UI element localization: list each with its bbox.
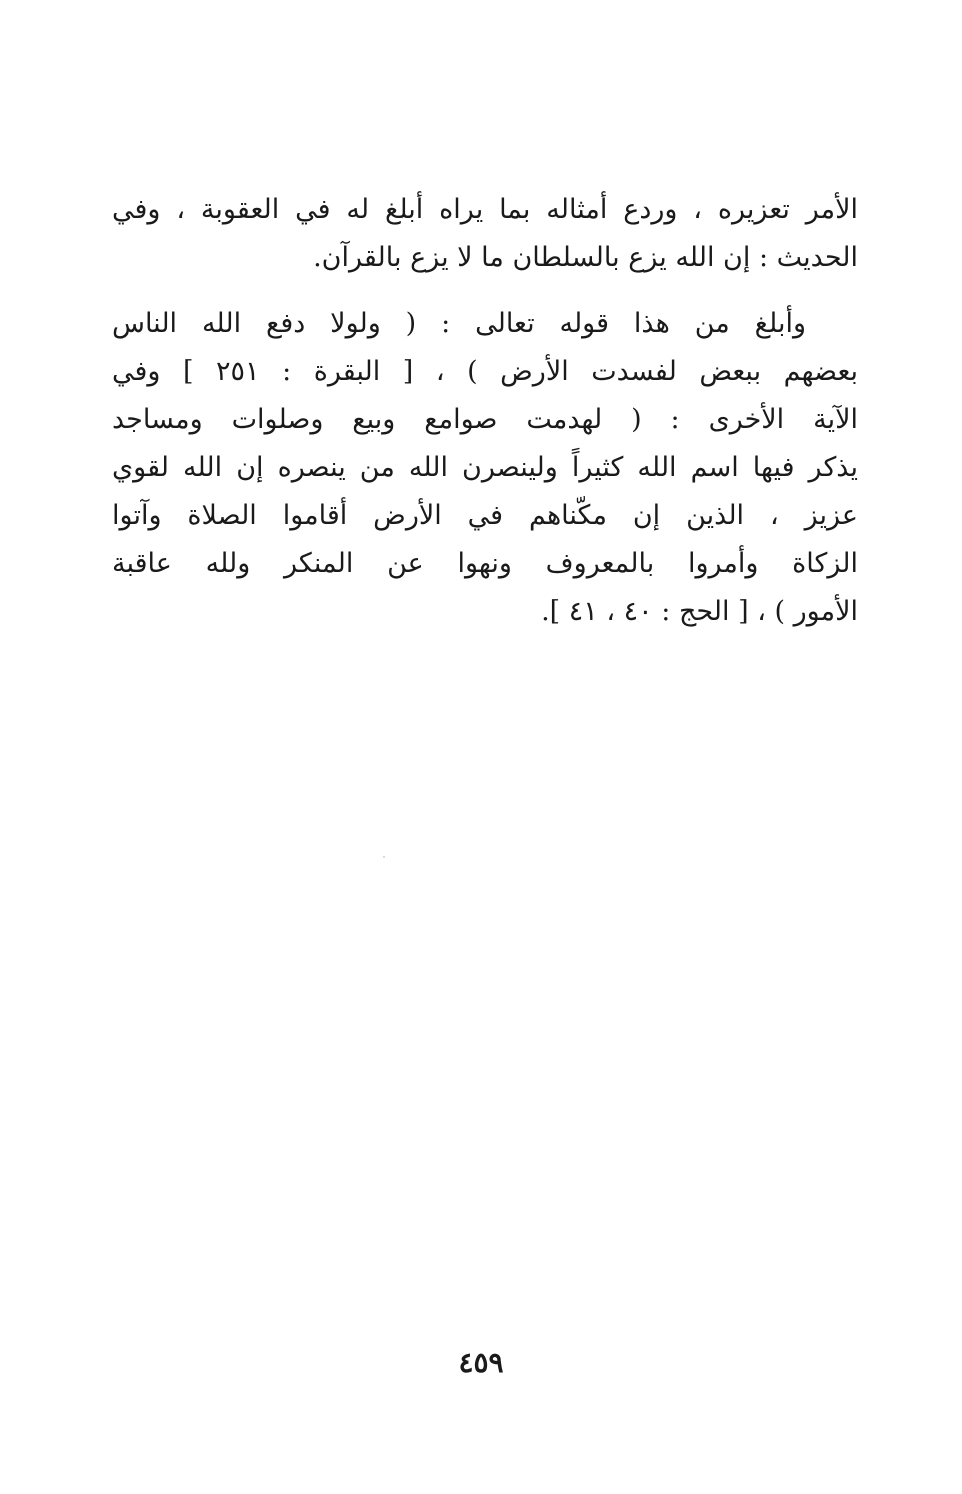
paragraph-line: وأبلغ من هذا قوله تعالى : ( ولولا دفع الله الناس bbox=[112, 308, 806, 339]
page-number: ٤٥٩ bbox=[458, 1346, 504, 1379]
paragraph-2 bbox=[112, 300, 858, 636]
paragraph-line: الزكاة وأمروا بالمعروف ونهوا عن المنكر ولله عاقبة bbox=[112, 548, 858, 579]
paragraph-line: بعضهم ببعض لفسدت الأرض ) ، [ البقرة : ٢٥١ ] وفي bbox=[112, 356, 858, 387]
scan-speck bbox=[383, 856, 385, 858]
paragraph-line: عزيز ، الذين إن مكّناهم في الأرض أقاموا الصلاة وآتوا bbox=[112, 500, 858, 531]
paragraph-line: الآية الأخرى : ( لهدمت صوامع وبيع وصلوات ومساجد bbox=[112, 404, 858, 435]
paragraph-line: الأمور ) ، [ الحج : ٤٠ ، ٤١ ]. bbox=[541, 596, 858, 627]
paragraph-line: يذكر فيها اسم الله كثيراً ولينصرن الله من ينصره إن الله لقوي bbox=[112, 452, 858, 483]
paragraph-1 bbox=[112, 186, 858, 282]
paragraph-line: الأمر تعزيره ، وردع أمثاله بما يراه أبلغ له في العقوبة ، وفي bbox=[112, 194, 858, 225]
paragraph-line: الحديث : إن الله يزع بالسلطان ما لا يزع بالقرآن. bbox=[313, 242, 858, 273]
